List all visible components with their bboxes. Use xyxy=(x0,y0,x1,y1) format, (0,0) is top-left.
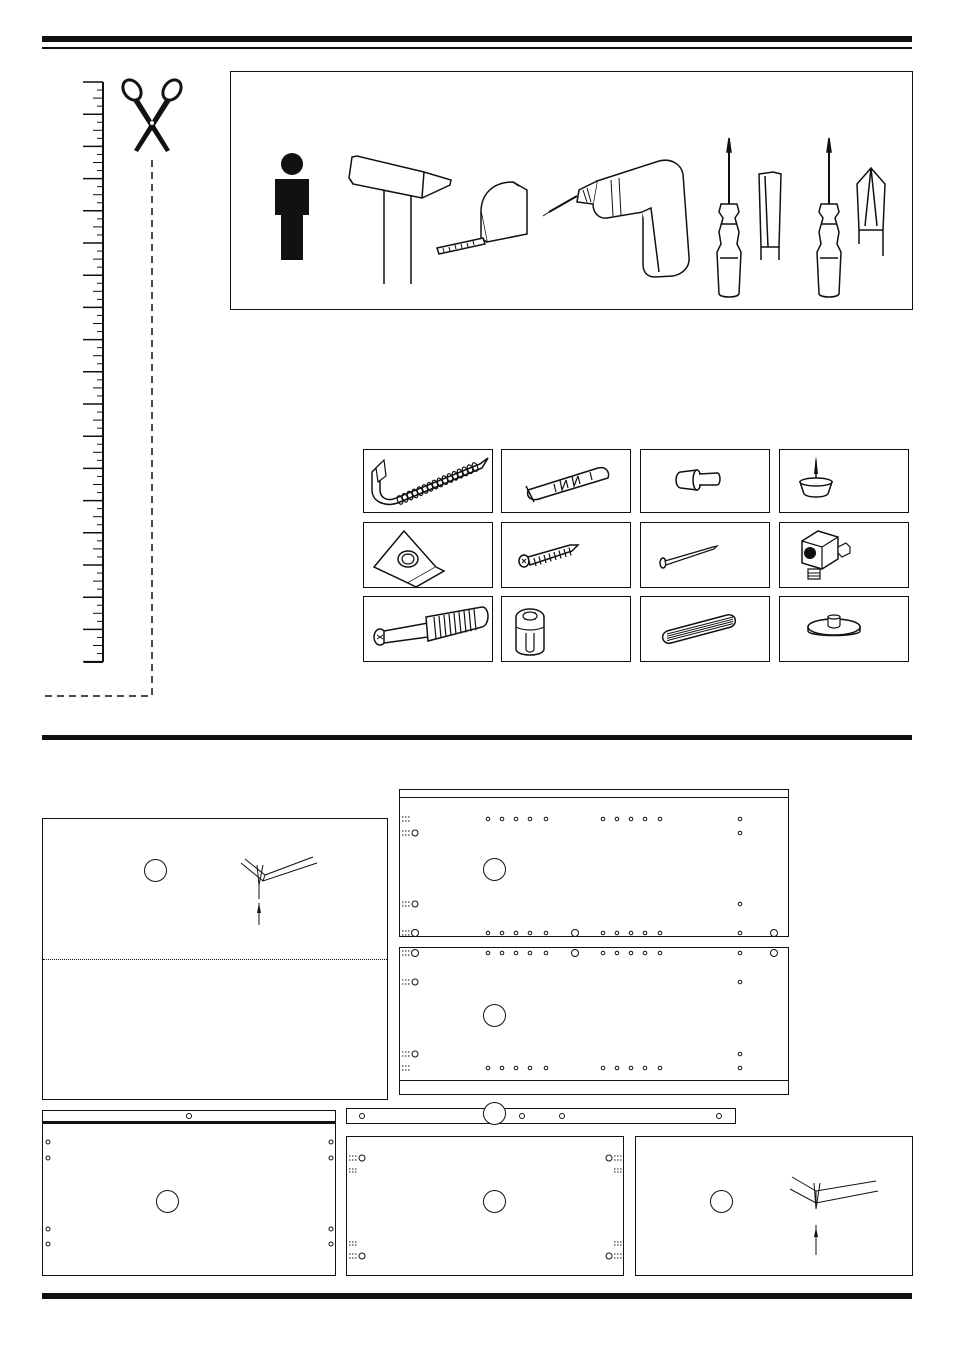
cam-bolt-icon xyxy=(780,523,909,588)
tape-measure-icon xyxy=(437,182,527,254)
drill-icon xyxy=(543,160,689,277)
hardware-cell-wooden-dowel xyxy=(640,596,770,662)
hardware-cell-glide-pad xyxy=(779,596,909,662)
cam-lock-icon xyxy=(502,597,631,662)
panel-number-marker xyxy=(483,1102,506,1125)
panel-left-large xyxy=(42,818,388,1100)
fold-dotted-line xyxy=(43,959,387,960)
hardware-cell-nail xyxy=(640,522,770,588)
top-thin-rule xyxy=(42,47,912,49)
nail-icon xyxy=(641,523,770,588)
wall-plug-icon xyxy=(502,450,631,513)
panel-number-marker xyxy=(710,1190,733,1213)
wood-screw-icon xyxy=(502,523,631,588)
panel-top-right xyxy=(399,789,789,937)
phillips-screwdriver-icon xyxy=(717,138,741,297)
bottom-thick-rule xyxy=(42,1293,912,1299)
edge-detail-icon xyxy=(237,855,327,927)
panel-strip-right xyxy=(346,1108,736,1124)
flat-screwdriver-icon xyxy=(759,172,781,260)
hook-screw-icon xyxy=(364,450,493,513)
panel-number-marker xyxy=(144,859,167,882)
hardware-cell-wall-plug xyxy=(501,449,631,513)
phillips-screwdriver-icon xyxy=(817,138,841,297)
hardware-cell-cam-lock xyxy=(501,596,631,662)
corner-block-icon xyxy=(364,523,493,588)
panel-bottom-left xyxy=(42,1122,336,1276)
wooden-dowel-icon xyxy=(641,597,770,662)
top-thick-rule xyxy=(42,36,912,42)
pozidriv-screwdriver-icon xyxy=(857,168,885,256)
connector-bolt-icon xyxy=(364,597,493,662)
middle-thick-rule xyxy=(42,735,912,740)
hardware-cell-nail-glide xyxy=(779,449,909,513)
hardware-cell-shelf-pin xyxy=(640,449,770,513)
person-icon xyxy=(275,153,309,260)
drill-holes xyxy=(400,790,790,938)
hardware-cell-connector-bolt xyxy=(363,596,493,662)
edge-detail-icon xyxy=(786,1173,886,1257)
drill-holes xyxy=(400,948,790,1096)
nail-glide-icon xyxy=(780,450,909,513)
hardware-cell-hook-screw xyxy=(363,449,493,513)
hardware-cell-wood-screw xyxy=(501,522,631,588)
ruler-scale xyxy=(40,70,220,710)
panel-bottom-right xyxy=(635,1136,913,1276)
hardware-cell-corner-block xyxy=(363,522,493,588)
panel-mid-right xyxy=(399,947,789,1095)
scissors-icon xyxy=(119,76,185,152)
hardware-cell-cam-bolt xyxy=(779,522,909,588)
glide-pad-icon xyxy=(780,597,909,662)
hammer-icon xyxy=(349,156,451,284)
panel-bottom-middle xyxy=(346,1136,624,1276)
shelf-pin-icon xyxy=(641,450,770,513)
tools-box xyxy=(230,71,913,310)
panel-strip-left xyxy=(42,1110,336,1122)
